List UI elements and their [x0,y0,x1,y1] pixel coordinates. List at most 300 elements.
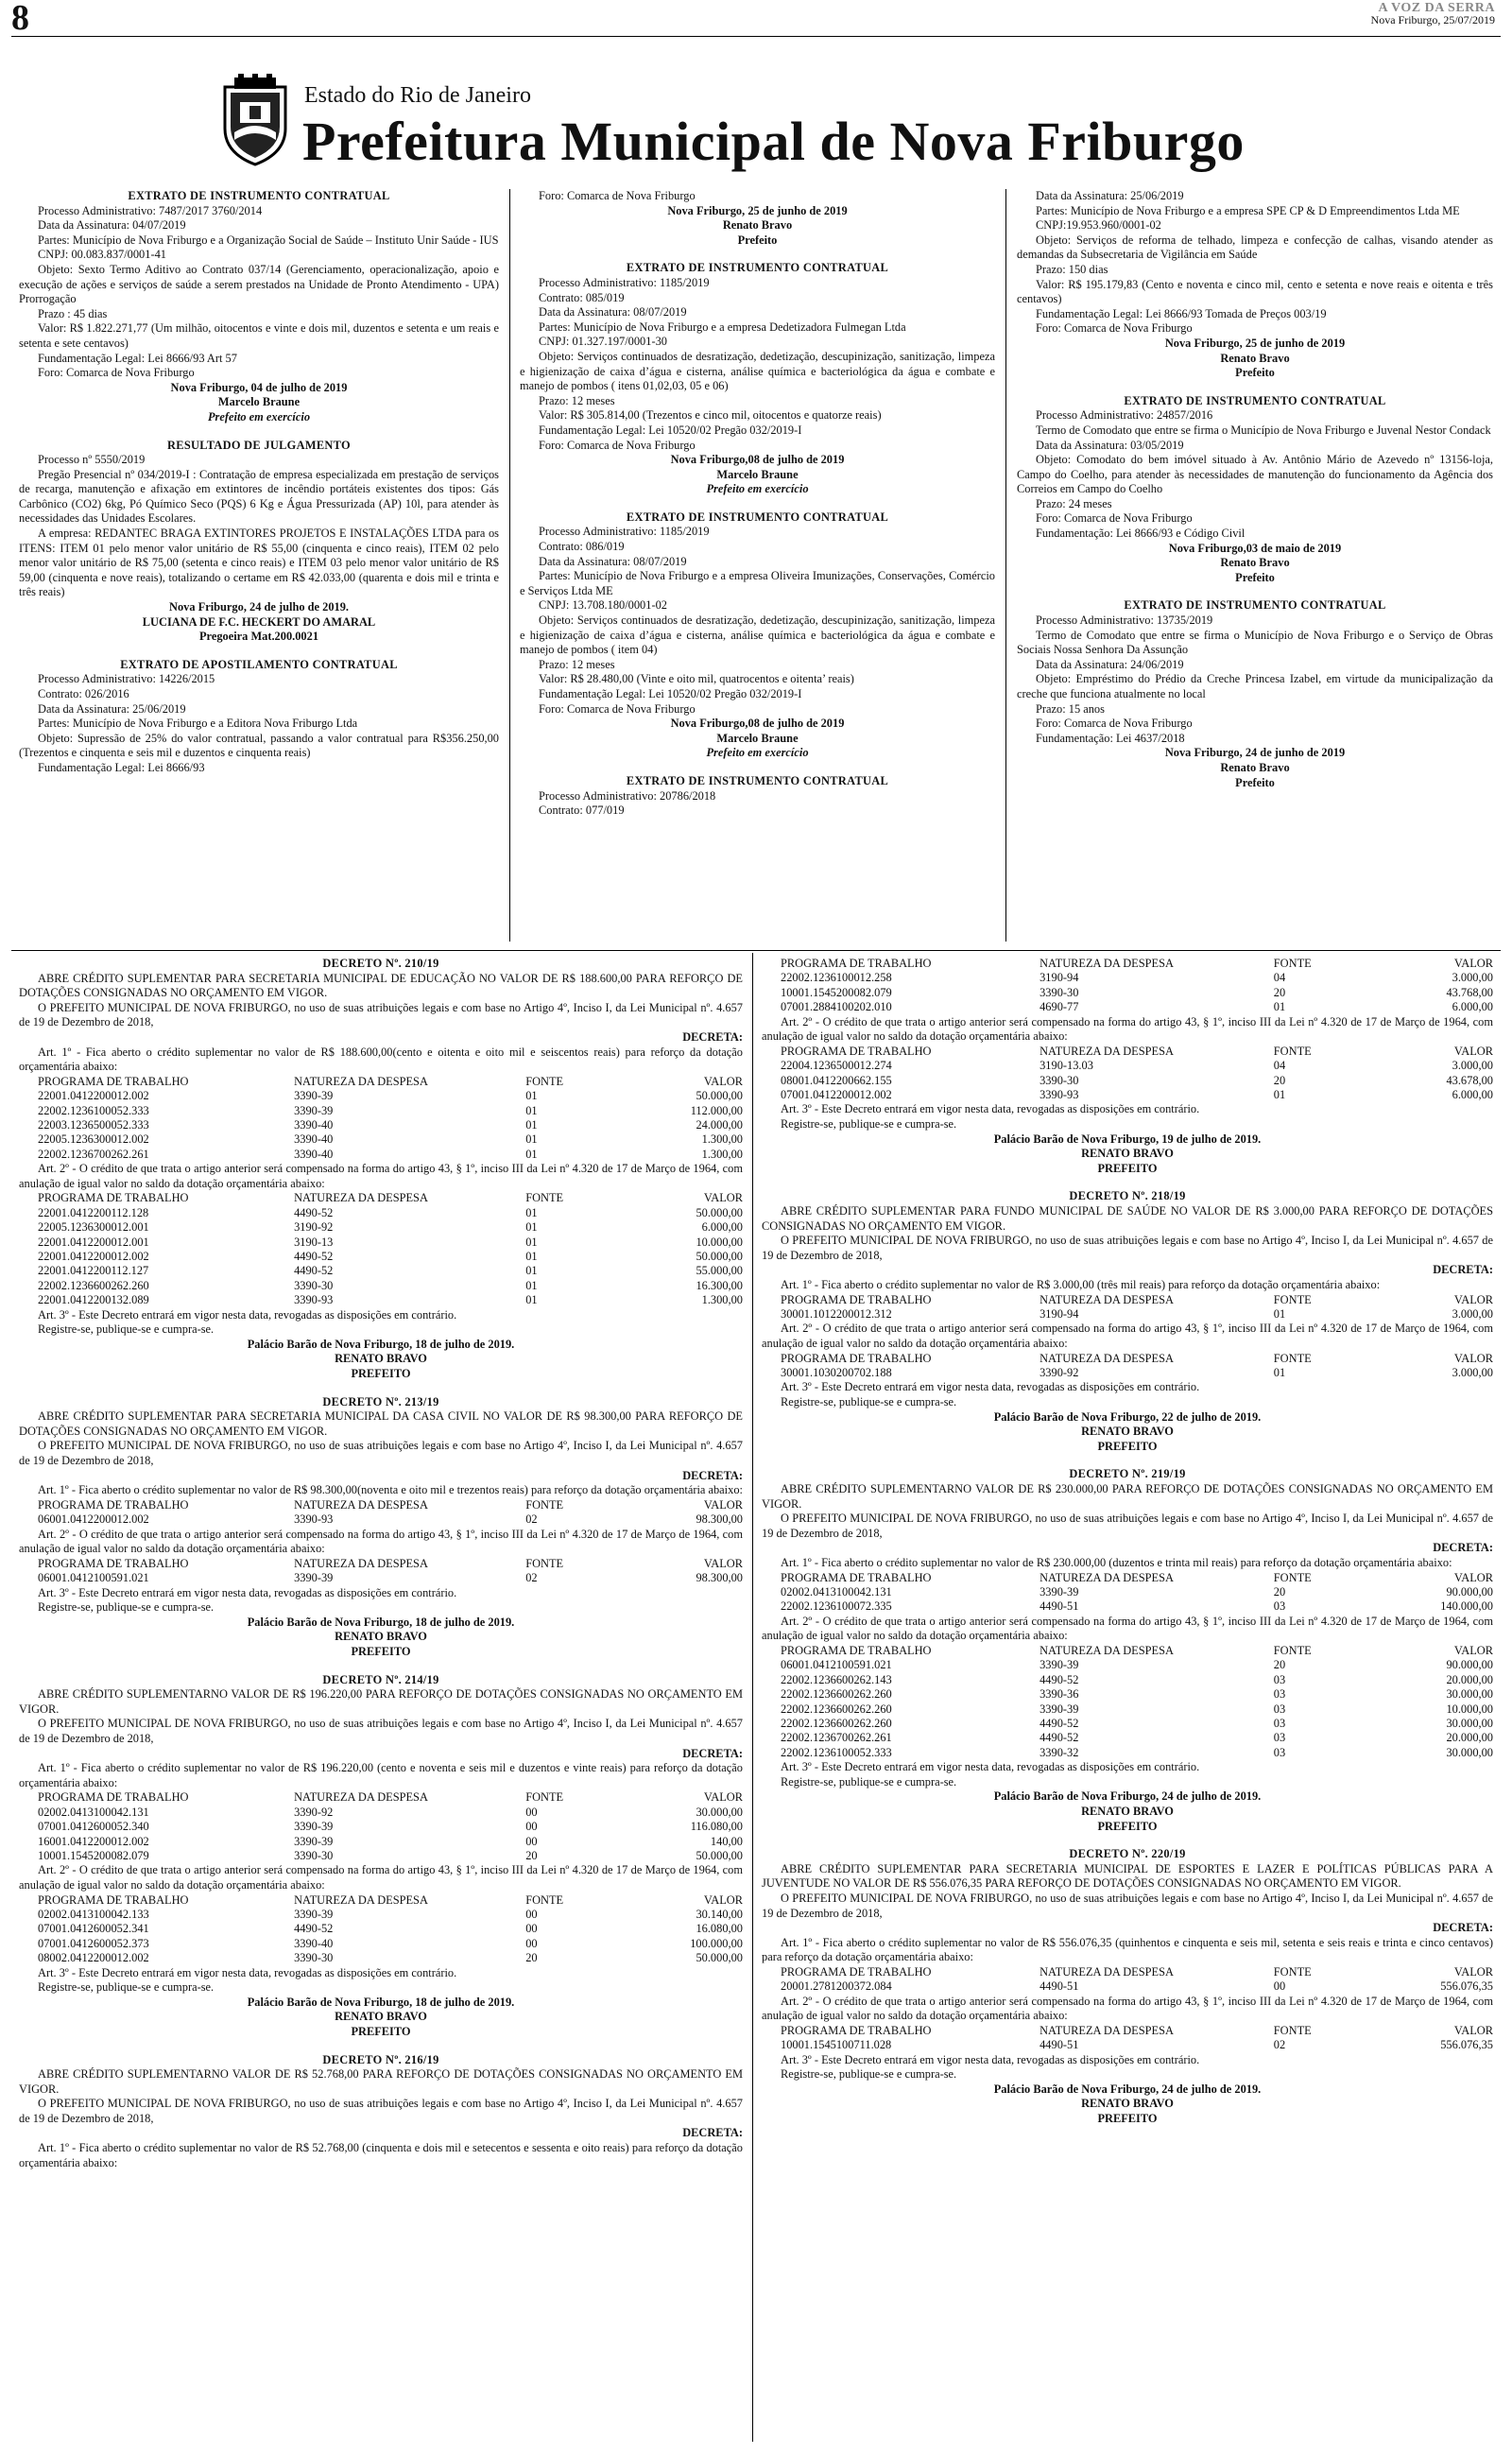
paragraph: Fundamentação Legal: Lei 10520/02 Pregão 032/2019-I [539,687,802,700]
paragraph: Objeto: Serviços de reforma de telhado, limpeza e confecção de calhas, visando atender as demandas da Subsecretaria de Vigilância em Saúde [1017,233,1493,262]
column-2 [520,189,995,819]
table-cell: PROGRAMA DE TRABALHO [781,957,932,970]
table-cell: 3390-32 [1040,1745,1079,1759]
paragraph: Art. 1º - Fica aberto o crédito suplementar no valor de R$ 98.300,00(noventa e oito mil e trezentos reais) para reforço da dotação orçamentária abaixo: [38,1483,743,1497]
column-1 [19,189,499,776]
table-cell: 140.000,00 [1440,1599,1493,1614]
table-cell: PROGRAMA DE TRABALHO [781,1570,932,1584]
decree-column-right [762,957,1493,2127]
table-cell: 06001.0412100591.021 [38,1571,149,1585]
table-cell: 01 [525,1235,538,1249]
page-header [0,0,1512,36]
masthead [1371,2,1495,26]
paragraph: Art. 3º - Este Decreto entrará em vigor nesta data, revogadas as disposições em contrário. [781,1760,1200,1774]
table-cell: 03 [1273,1672,1286,1686]
table-cell: 22002.1236700262.261 [781,1731,892,1745]
table-cell: 556.076,35 [1440,2038,1493,2052]
paragraph: O PREFEITO MUNICIPAL DE NOVA FRIBURGO, no uso de suas atribuições legais e com base no Artigo 4º, Inciso I, da Lei Municipal nº. 4.657 de 19 de Dezembro de 2018, [19,1717,743,1745]
table-cell: 3390-36 [1040,1687,1079,1702]
table-cell: 07001.0412600052.373 [38,1936,149,1950]
table-cell: 03 [1273,1716,1286,1730]
paragraph: Registre-se, publique-se e cumpra-se. [781,1774,957,1789]
signature-line: Palácio Barão de Nova Friburgo, 18 de julho de 2019. [247,1995,515,2009]
table-cell: 08002.0412200012.002 [38,1951,149,1965]
table-cell: 01 [525,1293,538,1307]
table-header-row [762,1965,1493,1979]
signature-line: Prefeito [1235,775,1275,789]
table-cell: NATUREZA DA DESPESA [1040,1351,1174,1365]
signature-role: Prefeito em exercício [706,482,809,496]
table-row [762,1658,1493,1672]
paragraph: Art. 1º - Fica aberto o crédito suplementar no valor de R$ 556.076,35 (quinhentos e cinquenta e seis mil, setenta e seis reais e trinta e cinco centavos) para reforço da dotação orçamentária abaixo: [762,1935,1493,1964]
signature-line: Prefeito [737,233,778,247]
table-cell: 01 [525,1089,538,1103]
table-cell: 98.300,00 [696,1571,743,1585]
table-cell: 50.000,00 [696,1250,743,1263]
signature-line: PREFEITO [1097,1439,1158,1453]
table-cell: 30001.1030200702.188 [781,1365,892,1379]
signature-line: RENATO BRAVO [1081,1425,1174,1439]
table-cell: 22001.0412200012.002 [38,1089,149,1103]
spacer [19,425,499,439]
paragraph: ABRE CRÉDITO SUPLEMENTAR PARA SECRETARIA MUNICIPAL DA CASA CIVIL NO VALOR DE R$ 98.300,00 PARA REFORÇO DE DOTAÇÕES CONSIGNADAS NO ORÇAMENTO EM VIGOR. [19,1409,743,1438]
table-cell: 01 [525,1220,538,1235]
table-cell: NATUREZA DA DESPESA [294,1790,428,1805]
table-cell: FONTE [1273,1643,1312,1657]
paragraph: Pregão Presencial nº 034/2019-I : Contratação de empresa especializada em prestação de serviços de recarga, manutenção e afixação em extintores de incêndio portáteis existentes dos tipos: Gás Carbônico (CO2) 6kg, Pó Químico Seco (PQS) 6 Kg e Água Pressurizada (AP) 10l, para atender às necessidades das Unidades Escolares. [19,467,499,526]
table-cell: 140,00 [710,1834,743,1848]
table-row [19,1293,743,1307]
paragraph: Processo Administrativo: 1185/2019 [539,275,710,289]
paragraph: Processo Administrativo: 13735/2019 [1036,614,1213,628]
table-row [19,1835,743,1849]
table-cell: PROGRAMA DE TRABALHO [781,1292,932,1306]
table-cell: 30.000,00 [1446,1716,1493,1730]
paragraph: ABRE CRÉDITO SUPLEMENTARNO VALOR DE R$ 52.768,00 PARA REFORÇO DE DOTAÇÕES CONSIGNADAS NO ORÇAMENTO EM VIGOR. [19,2067,743,2096]
paragraph: Data da Assinatura: 03/05/2019 [1036,438,1184,452]
table-cell: NATUREZA DA DESPESA [294,1497,428,1512]
paragraph: Prazo: 12 meses [539,657,615,671]
section-heading: EXTRATO DE APOSTILAMENTO CONTRATUAL [120,657,398,671]
table-row [19,1264,743,1278]
paragraph: Partes: Município de Nova Friburgo e a empresa SPE CP & D Empreendimentos Ltda ME [1036,203,1460,217]
table-cell: FONTE [525,1892,564,1907]
section-heading: DECRETO Nº. 210/19 [322,957,439,970]
paragraph: Contrato: 085/019 [539,290,625,304]
table-cell: 1.300,00 [701,1293,743,1307]
table-cell: 3390-40 [294,1147,334,1161]
table-cell: NATUREZA DA DESPESA [294,1074,428,1088]
table-row [19,1908,743,1922]
table-cell: 4490-52 [1040,1672,1079,1686]
signature-line: Marcelo Braune [716,467,799,481]
table-cell: 02002.0413100042.131 [781,1584,892,1599]
table-cell: FONTE [1273,2023,1312,2037]
table-row [762,1731,1493,1745]
table-cell: 22001.0412200132.089 [38,1293,149,1307]
table-cell: 3390-93 [294,1293,334,1307]
table-cell: FONTE [525,1556,564,1570]
table-cell: 03 [1273,1599,1286,1614]
table-cell: 02 [525,1571,538,1585]
budget-table [762,2024,1493,2053]
decree-marker: DECRETA: [682,1029,743,1044]
table-cell: 10001.1545200082.079 [38,1848,149,1862]
paragraph: O PREFEITO MUNICIPAL DE NOVA FRIBURGO, no uso de suas atribuições legais e com base no Artigo 4º, Inciso I, da Lei Municipal nº. 4.657 de 19 de Dezembro de 2018, [762,1512,1493,1540]
table-row [762,1717,1493,1731]
signature-line: PREFEITO [1097,1819,1158,1833]
table-cell: 20.000,00 [1446,1731,1493,1745]
table-cell: 10001.1545200082.079 [781,985,892,999]
paragraph: Termo de Comodato que entre se firma o Município de Nova Friburgo e Juvenal Nestor Condack [1036,423,1491,437]
paragraph: Prazo: 12 meses [539,393,615,407]
paragraph: ABRE CRÉDITO SUPLEMENTAR PARA SECRETARIA MUNICIPAL DE ESPORTES E LAZER E POLÍTICAS PÚBLICAS PARA A JUVENTUDE NO VALOR DE R$ 556.076,35 PARA REFORÇO DE DOTAÇÕES CONSIGNADAS NO ORÇAMENTO EM VIGOR. [762,1861,1493,1891]
table-header-row [762,1571,1493,1585]
paragraph: Contrato: 026/2016 [38,687,129,700]
table-cell: FONTE [525,1790,564,1805]
table-cell: 01 [525,1205,538,1219]
budget-table [19,1075,743,1162]
paragraph: Foro: Comarca de Nova Friburgo [1036,511,1193,526]
table-cell: 03 [1273,1702,1286,1716]
table-cell: 1.300,00 [701,1147,743,1161]
paragraph: Partes: Município de Nova Friburgo e a empresa Oliveira Imunizações, Conservações, Comércio e Serviços Ltda ME [520,569,995,597]
table-header-row [762,1045,1493,1059]
publication-date: Nova Friburgo, 25/07/2019 [1370,13,1495,26]
table-cell: 3390-93 [294,1512,334,1527]
table-row [762,1746,1493,1760]
paragraph: ABRE CRÉDITO SUPLEMENTAR PARA FUNDO MUNICIPAL DE SAÚDE NO VALOR DE R$ 3.000,00 PARA REFORÇO DE DOTAÇÕES CONSIGNADAS NO ORÇAMENTO EM VIGOR. [762,1204,1493,1233]
table-cell: NATUREZA DA DESPESA [1040,1643,1174,1657]
table-cell: 24.000,00 [696,1117,743,1132]
decree-marker: DECRETA: [1433,1541,1493,1555]
table-row [762,1702,1493,1717]
table-cell: 30.140,00 [696,1907,743,1921]
table-cell: FONTE [1273,1044,1312,1058]
section-heading: DECRETO Nº. 218/19 [1069,1189,1186,1203]
section-rule [11,950,1501,951]
table-cell: 07001.0412600052.341 [38,1922,149,1936]
page-number: 8 [11,0,29,38]
table-cell: PROGRAMA DE TRABALHO [38,1790,189,1805]
signature-line: Nova Friburgo, 24 de junho de 2019 [1164,746,1346,760]
paragraph: Art. 2º - O crédito de que trata o artigo anterior será compensado na forma do artigo 43, § 1º, inciso III da Lei nº 4.320 de 17 de Março de 1964, com anulação de igual valor no saldo da dotação orçamentária abaixo: [762,1614,1493,1643]
table-cell: 112.000,00 [690,1103,743,1117]
table-cell: PROGRAMA DE TRABALHO [781,1643,932,1657]
signature-line: Pregoeira Mat.200.0021 [198,630,319,644]
paragraph: Processo Administrativo: 1185/2019 [539,525,710,539]
table-cell: 22001.0412200112.128 [38,1205,149,1219]
paragraph: Art. 1º - Fica aberto o crédito suplementar no valor de R$ 52.768,00 (cinquenta e dois mil e setecentos e sessenta e oito reais) para reforço da dotação orçamentária abaixo: [19,2141,743,2169]
table-cell: 01 [525,1264,538,1278]
table-cell: 20 [525,1848,538,1862]
paragraph: Valor: R$ 305.814,00 (Trezentos e cinco mil, oitocentos e quatorze reais) [539,408,882,423]
table-cell: 01 [525,1132,538,1147]
table-cell: 6.000,00 [1452,1088,1493,1102]
table-cell: 3390-39 [1040,1658,1079,1672]
section-heading: EXTRATO DE INSTRUMENTO CONTRATUAL [626,510,889,524]
budget-table [19,1790,743,1863]
table-cell: VALOR [1453,1570,1493,1584]
table-row [762,971,1493,985]
table-cell: FONTE [525,1497,564,1512]
budget-table [19,1557,743,1586]
table-cell: PROGRAMA DE TRABALHO [781,1351,932,1365]
table-row [762,986,1493,1000]
table-cell: 30.000,00 [696,1805,743,1819]
table-row [19,1279,743,1293]
table-header-row [762,1293,1493,1307]
budget-table [19,1498,743,1528]
table-header-row [19,1075,743,1089]
table-cell: 3390-40 [294,1117,334,1132]
signature-line: Palácio Barão de Nova Friburgo, 24 de julho de 2019. [993,1789,1262,1804]
table-cell: 30001.1012200012.312 [781,1306,892,1321]
table-cell: 3190-94 [1040,1306,1079,1321]
table-cell: VALOR [1453,1351,1493,1365]
table-cell: 20 [1273,985,1286,999]
table-cell: 01 [525,1103,538,1117]
paragraph: Art. 3º - Este Decreto entrará em vigor nesta data, revogadas as disposições em contrário. [781,1102,1200,1116]
section-heading: DECRETO Nº. 216/19 [322,2052,439,2066]
table-cell: 22002.1236700262.261 [38,1147,149,1161]
table-cell: FONTE [1273,957,1312,970]
table-cell: 20 [1273,1073,1286,1087]
table-cell: 20001.2781200372.084 [781,1979,892,1994]
table-cell: PROGRAMA DE TRABALHO [38,1892,189,1907]
signature-line: RENATO BRAVO [1081,1147,1174,1161]
signature-line: Marcelo Braune [217,395,301,409]
table-cell: 06001.0412200012.002 [38,1512,149,1527]
table-cell: 02002.0413100042.131 [38,1805,149,1819]
signature-line: Nova Friburgo,08 de julho de 2019 [670,717,845,731]
table-cell: PROGRAMA DE TRABALHO [781,1044,932,1058]
table-cell: 03 [1273,1745,1286,1759]
paragraph: CNPJ:19.953.960/0001-02 [1036,218,1161,233]
table-cell: NATUREZA DA DESPESA [1040,1964,1174,1979]
table-cell: 3190-13.03 [1040,1059,1093,1073]
table-cell: 03 [1273,1731,1286,1745]
signature-role: Prefeito em exercício [207,409,311,423]
paragraph: Prazo: 150 dias [1036,262,1108,276]
table-cell: 01 [1273,1088,1286,1102]
table-cell: VALOR [1453,2023,1493,2037]
table-cell: 16.300,00 [696,1278,743,1292]
table-row [19,1849,743,1863]
table-cell: 3390-30 [294,1278,334,1292]
table-row [19,1806,743,1820]
table-cell: 00 [1273,1979,1286,1994]
signature-line: Renato Bravo [1220,556,1290,570]
signature-line: Nova Friburgo,08 de julho de 2019 [670,453,845,467]
table-row [19,1148,743,1162]
signature-line: Palácio Barão de Nova Friburgo, 19 de julho de 2019. [993,1132,1262,1146]
table-cell: 50.000,00 [696,1089,743,1103]
paragraph: Registre-se, publique-se e cumpra-se. [781,1394,957,1408]
table-row [19,1089,743,1103]
table-header-row [19,1191,743,1205]
signature-line: Nova Friburgo, 04 de julho de 2019 [170,380,348,394]
signature-line: Prefeito [1235,366,1275,380]
table-cell: 07001.0412200012.002 [781,1088,892,1102]
spacer [762,1454,1493,1467]
table-row [762,1979,1493,1994]
table-cell: FONTE [1273,1351,1312,1365]
paragraph: Processo Administrativo: 7487/2017 3760/2014 [38,203,263,217]
table-header-row [19,1498,743,1512]
decree-marker: DECRETA: [1433,1921,1493,1935]
header-rule [11,36,1501,37]
table-cell: 22003.1236500052.333 [38,1117,149,1132]
table-cell: 3390-30 [294,1951,334,1965]
table-cell: FONTE [1273,1292,1312,1306]
spacer [520,248,995,261]
paragraph: Objeto: Empréstimo do Prédio da Creche Princesa Izabel, em virtude da municipalização da creche que funciona atualmente no local [1017,672,1493,700]
publication-name: A VOZ DA SERRA [1378,1,1495,15]
paragraph: O PREFEITO MUNICIPAL DE NOVA FRIBURGO, no uso de suas atribuições legais e com base no Artigo 4º, Inciso I, da Lei Municipal nº. 4.657 de 19 de Dezembro de 2018, [762,1891,1493,1920]
signature-line: RENATO BRAVO [1081,1804,1174,1818]
paragraph: Prazo : 45 dias [38,306,108,320]
paragraph: Processo Administrativo: 24857/2016 [1036,408,1213,423]
table-cell: 3390-40 [294,1936,334,1950]
table-row [762,1585,1493,1599]
paragraph: O PREFEITO MUNICIPAL DE NOVA FRIBURGO, no uso de suas atribuições legais e com base no Artigo 4º, Inciso I, da Lei Municipal nº. 4.657 de 19 de Dezembro de 2018, [19,1439,743,1467]
table-cell: NATUREZA DA DESPESA [1040,1292,1174,1306]
table-row [19,1937,743,1951]
table-cell: 22002.1236600262.260 [781,1702,892,1716]
table-cell: 22001.0412200012.002 [38,1250,149,1263]
paragraph: Prazo: 15 anos [1036,701,1105,716]
signature-line: LUCIANA DE F.C. HECKERT DO AMARAL [142,614,376,629]
signature-line: RENATO BRAVO [1081,2097,1174,2111]
table-row [762,1000,1493,1014]
table-cell: 4490-52 [294,1922,334,1936]
paragraph: Foro: Comarca de Nova Friburgo [539,189,696,202]
table-cell: FONTE [525,1191,564,1205]
spacer [520,761,995,774]
table-cell: 3390-92 [294,1805,334,1819]
table-cell: NATUREZA DA DESPESA [294,1892,428,1907]
table-cell: 4490-52 [294,1250,334,1263]
paragraph: Contrato: 086/019 [539,540,625,554]
paragraph: Processo nº 5550/2019 [38,453,146,467]
table-cell: 3190-94 [1040,971,1079,985]
table-cell: 3390-30 [1040,1073,1079,1087]
paragraph: Foro: Comarca de Nova Friburgo [38,366,195,380]
spacer [19,1660,743,1673]
table-cell: PROGRAMA DE TRABALHO [38,1497,189,1512]
paragraph: Art. 1º - Fica aberto o crédito suplementar no valor de R$ 188.600,00(cento e oitenta e oito mil e seiscentos reais) para reforço da dotação orçamentária abaixo: [19,1045,743,1074]
table-cell: 50.000,00 [696,1951,743,1965]
table-cell: 10.000,00 [1446,1702,1493,1716]
paragraph: Art. 2º - O crédito de que trata o artigo anterior será compensado na forma do artigo 43, § 1º, inciso III da Lei nº 4.320 de 17 de Março de 1964, com anulação de igual valor no saldo da dotação orçamentária abaixo: [762,1014,1493,1044]
paragraph: Objeto: Sexto Termo Aditivo ao Contrato 037/14 (Gerenciamento, operacionalização, apoio e execução de ações e serviços de saúde a serem prestados na Unidade de Pronto Atendimento - UPA) Prorrogação [19,262,499,306]
budget-table [762,1965,1493,1995]
table-row [19,1220,743,1235]
table-cell: 3390-39 [294,1834,334,1848]
section-heading: DECRETO Nº. 214/19 [322,1672,439,1686]
table-row [19,1132,743,1147]
budget-table [762,1644,1493,1760]
table-cell: 01 [1273,1365,1286,1379]
table-cell: 43.768,00 [1446,985,1493,999]
table-cell: 02 [525,1512,538,1527]
table-cell: 116.080,00 [690,1820,743,1834]
table-row [19,1571,743,1585]
budget-table [762,1293,1493,1322]
table-cell: 07001.2884100202.010 [781,1000,892,1014]
paragraph: Art. 1º - Fica aberto o crédito suplementar no valor de R$ 196.220,00 (cento e noventa e seis mil e duzentos e vinte reais) para reforço da dotação orçamentária abaixo: [19,1761,743,1789]
table-cell: 00 [525,1907,538,1921]
table-cell: PROGRAMA DE TRABALHO [38,1191,189,1205]
paragraph: Art. 2º - O crédito de que trata o artigo anterior será compensado na forma do artigo 43, § 1º, inciso III da Lei nº 4.320 de 17 de Março de 1964, com anulação de igual valor no saldo da dotação orçamentária abaixo: [762,1994,1493,2023]
table-row [19,1512,743,1527]
budget-table [19,1893,743,1966]
paragraph: Valor: R$ 28.480,00 (Vinte e oito mil, quatrocentos e oitenta’ reais) [539,672,854,686]
paragraph: Objeto: Serviços continuados de desratização, dedetização, descupinização, sanitização, limpeza e higienização de caixa d’água e cisterna, análise química e bacteriológica da água e combate e manejo de pombos ( item 04) [520,614,995,657]
table-cell: 556.076,35 [1440,1979,1493,1994]
table-row [762,1673,1493,1687]
table-cell: 3390-39 [294,1571,334,1585]
paragraph: CNPJ: 00.083.837/0001-41 [38,248,166,262]
table-cell: PROGRAMA DE TRABALHO [38,1556,189,1570]
table-row [762,1307,1493,1322]
table-cell: 50.000,00 [696,1205,743,1219]
paragraph: Art. 2º - O crédito de que trata o artigo anterior será compensado na forma do artigo 43, § 1º, inciso III da Lei nº 4.320 de 17 de Março de 1964, com anulação de igual valor no saldo da dotação orçamentária abaixo: [19,1162,743,1190]
spacer [1017,585,1493,598]
table-cell: FONTE [525,1074,564,1088]
section-heading: EXTRATO DE INSTRUMENTO CONTRATUAL [626,261,889,275]
table-cell: 04 [1273,971,1286,985]
table-header-row [19,1557,743,1571]
budget-table [19,1191,743,1307]
table-cell: 1.300,00 [701,1132,743,1147]
signature-line: RENATO BRAVO [335,1352,427,1366]
table-cell: 100.000,00 [690,1936,743,1950]
table-cell: 3.000,00 [1452,1306,1493,1321]
table-row [19,1951,743,1965]
column-divider [1005,189,1006,942]
table-cell: 4490-52 [294,1205,334,1219]
table-cell: 4690-77 [1040,1000,1079,1014]
paragraph: Objeto: Comodato do bem imóvel situado à Av. Antônio Mário de Azevedo nº 13156-loja, Campo do Coelho, para atender às necessidades de manutenção do funcionamento da Agência dos Correios em Campo do Coelho [1017,453,1493,496]
table-header-row [762,1352,1493,1366]
table-row [762,1059,1493,1073]
table-cell: 22002.1236600262.143 [781,1672,892,1686]
table-header-row [762,957,1493,971]
table-cell: NATUREZA DA DESPESA [294,1191,428,1205]
paragraph: Fundamentação Legal: Lei 8666/93 [38,760,205,774]
spacer [762,1176,1493,1189]
paragraph: Partes: Município de Nova Friburgo e a Editora Nova Friburgo Ltda [38,717,358,731]
signature-line: Palácio Barão de Nova Friburgo, 24 de julho de 2019. [993,2082,1262,2096]
table-cell: 3190-13 [294,1235,334,1249]
table-cell: 3390-39 [294,1907,334,1921]
paragraph: Data da Assinatura: 08/07/2019 [539,554,687,568]
page-title: Prefeitura Municipal de Nova Friburgo [302,111,1245,172]
section-heading: EXTRATO DE INSTRUMENTO CONTRATUAL [1124,393,1386,407]
paragraph: Art. 2º - O crédito de que trata o artigo anterior será compensado na forma do artigo 43, § 1º, inciso III da Lei nº 4.320 de 17 de Março de 1964, com anulação de igual valor no saldo da dotação orçamentária abaixo: [762,1322,1493,1350]
paragraph: Processo Administrativo: 20786/2018 [539,788,716,803]
signature-line: Palácio Barão de Nova Friburgo, 18 de julho de 2019. [247,1337,515,1351]
paragraph: O PREFEITO MUNICIPAL DE NOVA FRIBURGO, no uso de suas atribuições legais e com base no Artigo 4º, Inciso I, da Lei Municipal nº. 4.657 de 19 de Dezembro de 2018, [19,1000,743,1029]
table-row [19,1250,743,1264]
table-cell: 55.000,00 [696,1264,743,1278]
table-cell: 01 [525,1278,538,1292]
table-cell: VALOR [1453,1964,1493,1979]
table-cell: 16001.0412200012.002 [38,1834,149,1848]
paragraph: CNPJ: 01.327.197/0001-30 [539,335,667,349]
